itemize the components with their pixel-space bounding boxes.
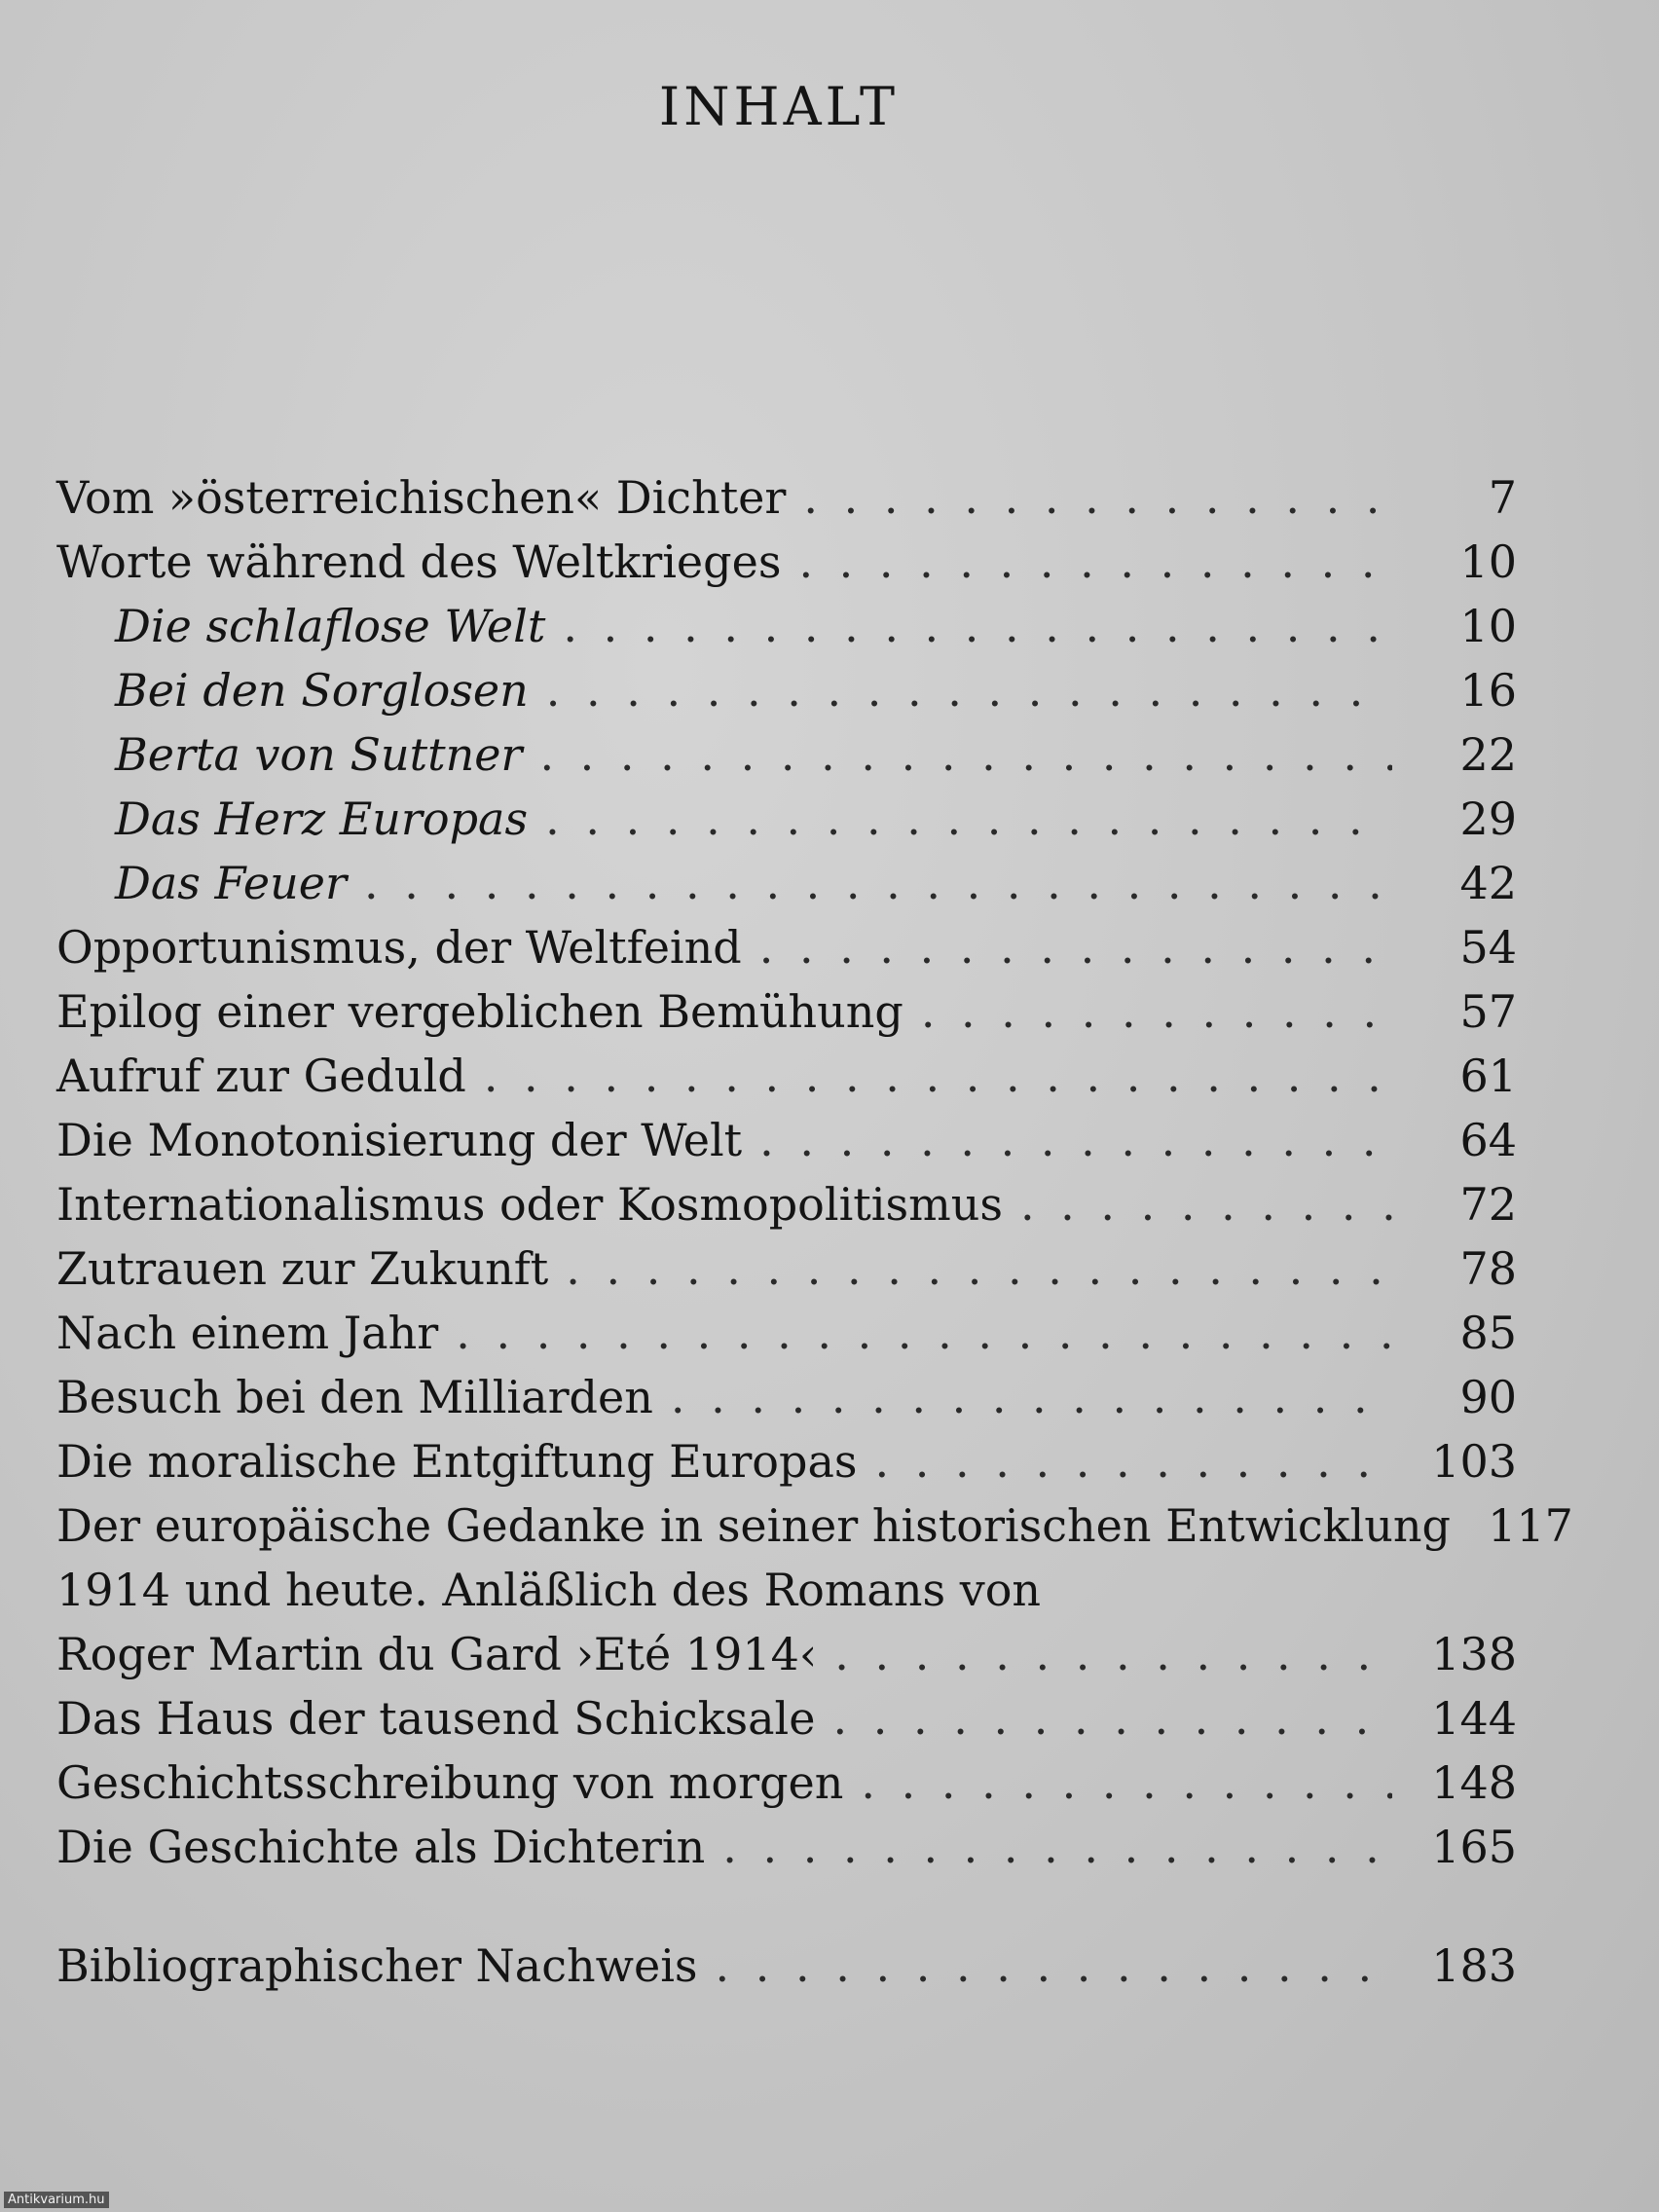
dot-leader <box>484 1044 1392 1108</box>
toc-entry-title: Geschichtsschreibung von morgen <box>56 1756 844 1809</box>
toc-entry-title: Das Herz Europas <box>115 793 529 845</box>
toc-entry-page: 85 <box>1459 1307 1517 1359</box>
toc-entry-page: 16 <box>1459 664 1517 717</box>
toc-entry-title: Opportunismus, der Weltfeind <box>56 921 742 974</box>
dot-leader <box>803 465 1392 530</box>
dot-leader <box>874 1429 1392 1493</box>
toc-entry <box>56 1558 1517 1622</box>
toc-entry-title: Epilog einer vergeblichen Bemühung <box>56 985 903 1038</box>
dot-leader <box>456 1301 1392 1365</box>
table-of-contents <box>56 465 1573 1998</box>
toc-subentry <box>56 722 1517 787</box>
dot-leader <box>566 1236 1392 1301</box>
toc-entry-page: 57 <box>1459 985 1517 1038</box>
toc-entry-page: 78 <box>1459 1242 1517 1295</box>
toc-entry-page: 7 <box>1488 471 1517 524</box>
toc-entry <box>56 1108 1517 1172</box>
toc-entry <box>56 979 1517 1044</box>
toc-entry-title: Die moralische Entgiftung Europas <box>56 1435 858 1488</box>
toc-entry-page: 117 <box>1488 1499 1573 1552</box>
toc-entry-title: Berta von Suttner <box>115 728 523 781</box>
toc-entry-title: Aufruf zur Geduld <box>56 1050 466 1102</box>
toc-entry <box>56 1686 1517 1751</box>
toc-entry-page: 42 <box>1459 857 1517 909</box>
toc-entry-title: Worte während des Weltkrieges <box>56 535 782 588</box>
toc-entry-page: 64 <box>1459 1114 1517 1166</box>
toc-entry-page: 165 <box>1431 1821 1517 1873</box>
toc-entry <box>56 1301 1517 1365</box>
toc-subentry <box>56 658 1517 722</box>
toc-entry <box>56 1493 1573 1558</box>
dot-leader <box>671 1365 1392 1429</box>
toc-entry-page: 183 <box>1431 1939 1517 1992</box>
toc-entry-page: 10 <box>1459 535 1517 588</box>
dot-leader <box>716 1934 1392 1998</box>
dot-leader <box>834 1622 1392 1686</box>
toc-entry-title: 1914 und heute. Anläßlich des Romans von <box>56 1564 1042 1616</box>
toc-entry-page: 10 <box>1459 600 1517 652</box>
toc-entry-page: 90 <box>1459 1371 1517 1423</box>
dot-leader <box>759 915 1392 979</box>
toc-entry-title: Die schlaflose Welt <box>115 600 546 652</box>
toc-entry-title: Besuch bei den Milliarden <box>56 1371 653 1423</box>
toc-entry <box>56 465 1517 530</box>
toc-entry-title: Das Haus der tausend Schicksale <box>56 1692 816 1745</box>
toc-entry <box>56 1365 1517 1429</box>
dot-leader <box>921 979 1392 1044</box>
toc-appendix-entry <box>56 1934 1517 1998</box>
section-spacer <box>56 1879 1517 1934</box>
toc-entry <box>56 530 1517 594</box>
toc-entry-page: 22 <box>1459 728 1517 781</box>
dot-leader <box>798 530 1392 594</box>
toc-entry-title: Vom »österreichischen« Dichter <box>56 471 787 524</box>
dot-leader <box>722 1815 1392 1879</box>
toc-entry-page: 144 <box>1431 1692 1517 1745</box>
watermark-label: Antikvarium.hu <box>4 2192 109 2208</box>
toc-entry-title: Die Monotonisierung der Welt <box>56 1114 743 1166</box>
toc-entry-page: 148 <box>1431 1756 1517 1809</box>
dot-leader <box>563 594 1392 658</box>
toc-entry-title: Bibliographischer Nachweis <box>56 1939 698 1992</box>
toc-subentry <box>56 851 1517 915</box>
toc-subentry <box>56 787 1517 851</box>
toc-entry-title: Zutrauen zur Zukunft <box>56 1242 549 1295</box>
toc-entry <box>56 1751 1517 1815</box>
toc-entry-title: Bei den Sorglosen <box>115 664 529 717</box>
toc-entry-page: 61 <box>1459 1050 1517 1102</box>
dot-leader <box>759 1108 1392 1172</box>
dot-leader <box>545 787 1392 851</box>
toc-entry-page: 138 <box>1431 1628 1517 1680</box>
toc-entry-title: Die Geschichte als Dichterin <box>56 1821 706 1873</box>
toc-entry <box>56 915 1517 979</box>
toc-entry-title: Das Feuer <box>115 857 347 909</box>
toc-entry <box>56 1429 1517 1493</box>
toc-entry-title: Der europäische Gedanke in seiner historischen Entwicklung <box>56 1499 1451 1552</box>
toc-entry <box>56 1236 1517 1301</box>
dot-leader <box>832 1686 1392 1751</box>
dot-leader <box>861 1751 1392 1815</box>
toc-entry-page: 29 <box>1459 793 1517 845</box>
page-title: INHALT <box>658 76 900 137</box>
toc-entry-title: Nach einem Jahr <box>56 1307 439 1359</box>
dot-leader <box>364 851 1392 915</box>
toc-entry <box>56 1622 1517 1686</box>
toc-entry-title: Roger Martin du Gard ›Eté 1914‹ <box>56 1628 818 1680</box>
toc-entry-page: 103 <box>1431 1435 1517 1488</box>
toc-entry <box>56 1044 1517 1108</box>
toc-entry-page: 54 <box>1459 921 1517 974</box>
toc-entry <box>56 1172 1517 1236</box>
dot-leader <box>539 722 1392 787</box>
dot-leader <box>1020 1172 1392 1236</box>
toc-entry-title: Internationalismus oder Kosmopolitismus <box>56 1178 1003 1231</box>
toc-subentry <box>56 594 1517 658</box>
dot-leader <box>546 658 1392 722</box>
toc-entry-page: 72 <box>1459 1178 1517 1231</box>
toc-entry <box>56 1815 1517 1879</box>
